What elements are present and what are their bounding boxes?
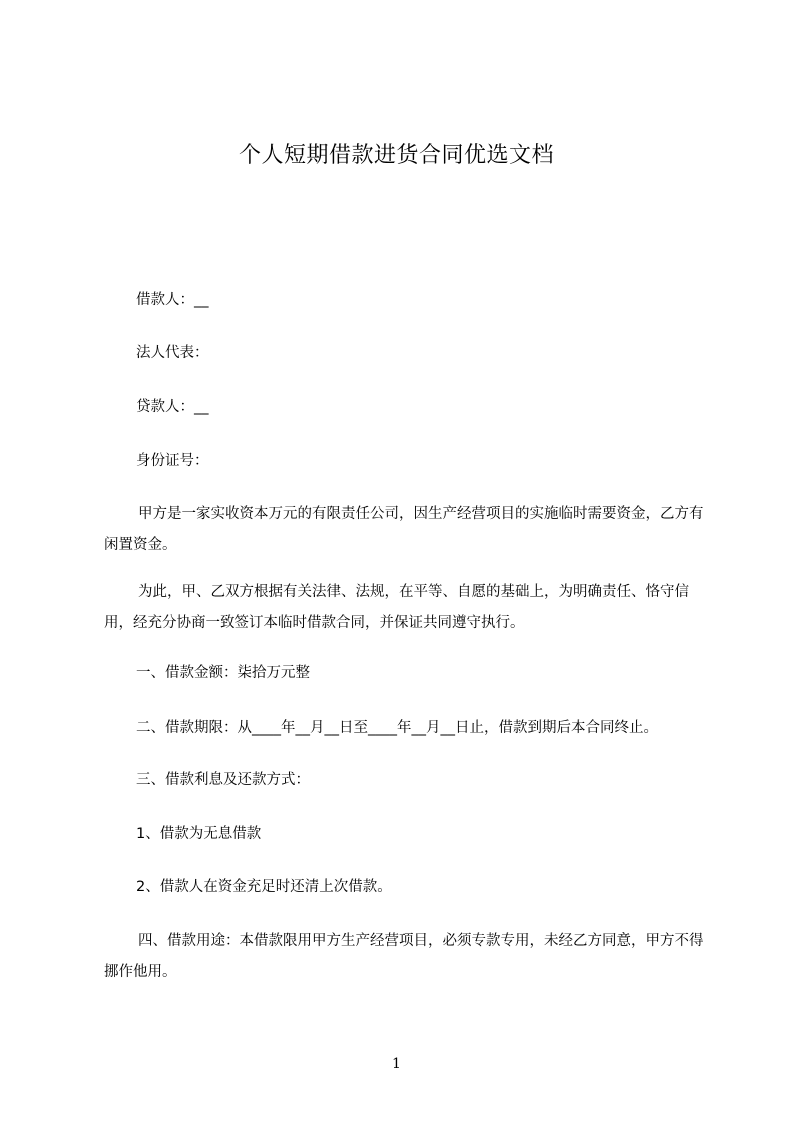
id-number-field: 身份证号： [136,453,209,469]
clause-interest-item-1: 1、借款为无息借款 [136,826,262,842]
page-number: 1 [392,1056,401,1072]
paragraph-background: 甲方是一家实收资本万元的有限责任公司，因生产经营项目的实施临时需要资金，乙方有闲置资金。 [104,506,704,553]
clause-interest-item-2: 2、借款人在资金充足时还清上次借款。 [136,879,392,895]
clause-loan-period: 二、借款期限：从____年__月__日至____年__月__日止，借款到期后本合同终止。 [136,720,658,736]
borrower-field: 借款人：__ [136,292,209,308]
document-title: 个人短期借款进货合同优选文档 [238,143,554,168]
lender-field: 贷款人：__ [136,399,209,415]
paragraph-purpose: 为此，甲、乙双方根据有关法律、法规，在平等、自愿的基础上，为明确责任、恪守信用，经充分协商一致签订本临时借款合同，并保证共同遵守执行。 [104,584,689,631]
clause-interest-heading: 三、借款利息及还款方式： [136,772,310,788]
clause-loan-amount: 一、借款金额：柒拾万元整 [136,665,310,681]
legal-representative-field: 法人代表： [136,345,209,361]
clause-loan-usage: 四、借款用途：本借款限用甲方生产经营项目，必须专款专用，未经乙方同意，甲方不得挪作他用。 [104,933,704,980]
